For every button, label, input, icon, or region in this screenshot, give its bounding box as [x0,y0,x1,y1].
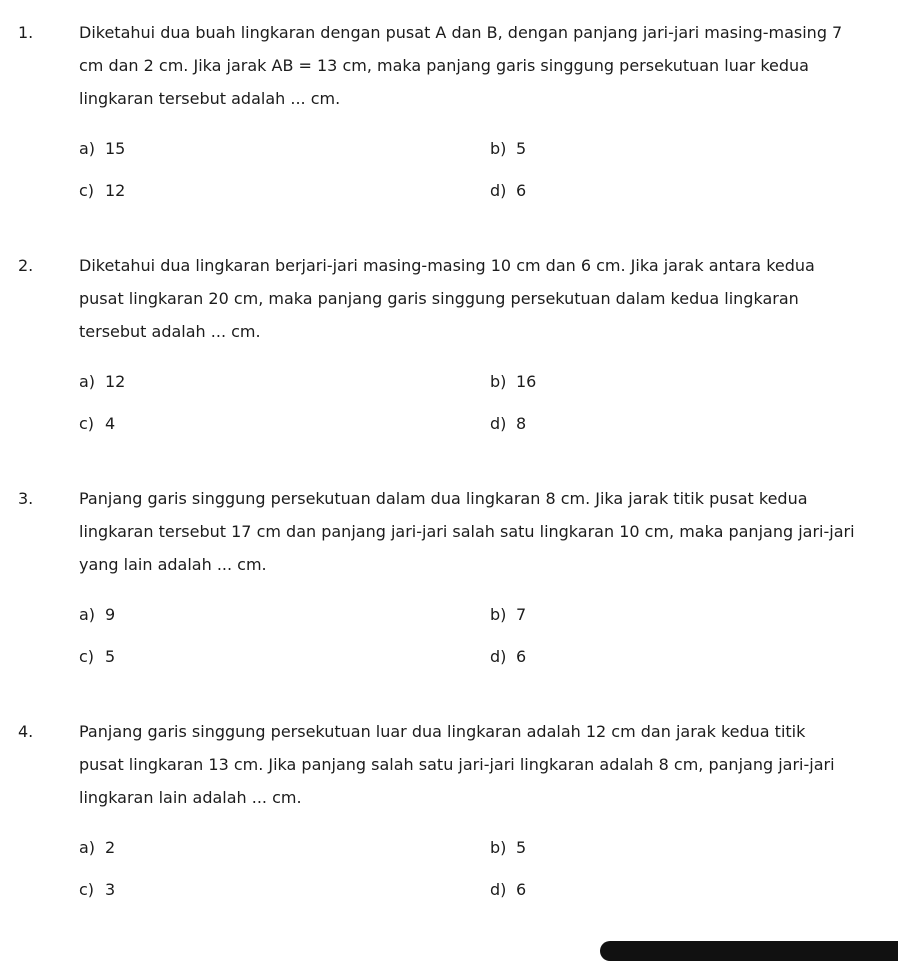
question-line: Panjang garis singgung persekutuan luar dua lingkaran adalah 12 cm dan jarak kedua titik [79,722,806,741]
option-letter: b) [490,372,507,391]
option-letter: c) [79,181,95,200]
option-letter: b) [490,139,507,158]
option-value: 2 [105,838,116,857]
option-d[interactable] [490,647,526,667]
bottom-bar [600,941,898,961]
question-line: lingkaran tersebut 17 cm dan panjang jari-jari salah satu lingkaran 10 cm, maka panjang jari-jari [79,522,855,541]
option-value: 9 [105,605,116,624]
option-c[interactable] [79,647,115,667]
option-letter: d) [490,880,507,899]
question-text [79,482,889,581]
option-value: 8 [516,414,527,433]
question-line: tersebut adalah ... cm. [79,322,261,341]
option-value: 16 [516,372,537,391]
question-line: yang lain adalah ... cm. [79,555,267,574]
option-letter: d) [490,647,507,666]
option-letter: c) [79,414,95,433]
question-text [79,249,889,348]
option-d[interactable] [490,181,526,201]
question-text [79,715,889,814]
option-value: 3 [105,880,116,899]
question-text [79,16,889,115]
option-value: 15 [105,139,126,158]
option-letter: c) [79,647,95,666]
option-d[interactable] [490,414,526,434]
option-c[interactable] [79,880,115,900]
option-value: 5 [516,139,527,158]
question-line: Diketahui dua buah lingkaran dengan pusat A dan B, dengan panjang jari-jari masing-masing 7 [79,23,843,42]
option-letter: a) [79,605,96,624]
option-b[interactable] [490,372,536,392]
question-line: cm dan 2 cm. Jika jarak AB = 13 cm, maka panjang garis singgung persekutuan luar kedua [79,56,809,75]
option-letter: b) [490,605,507,624]
option-c[interactable] [79,181,125,201]
option-d[interactable] [490,880,526,900]
option-value: 4 [105,414,116,433]
question-number: 1. [18,23,34,42]
option-a[interactable] [79,605,115,625]
option-letter: a) [79,372,96,391]
option-a[interactable] [79,139,125,159]
option-a[interactable] [79,838,115,858]
question-line: lingkaran tersebut adalah ... cm. [79,89,341,108]
option-value: 5 [516,838,527,857]
option-value: 6 [516,647,527,666]
option-b[interactable] [490,139,526,159]
option-value: 12 [105,181,126,200]
option-a[interactable] [79,372,125,392]
question-line: Panjang garis singgung persekutuan dalam dua lingkaran 8 cm. Jika jarak titik pusat kedua [79,489,808,508]
option-value: 7 [516,605,527,624]
option-value: 6 [516,880,527,899]
option-letter: b) [490,838,507,857]
option-letter: d) [490,181,507,200]
question-number: 3. [18,489,34,508]
option-value: 6 [516,181,527,200]
option-value: 12 [105,372,126,391]
question-number: 2. [18,256,34,275]
option-letter: a) [79,139,96,158]
question-line: Diketahui dua lingkaran berjari-jari masing-masing 10 cm dan 6 cm. Jika jarak antara kedua [79,256,815,275]
option-letter: d) [490,414,507,433]
question-line: pusat lingkaran 13 cm. Jika panjang salah satu jari-jari lingkaran adalah 8 cm, panjang jari-jari [79,755,835,774]
question-line: lingkaran lain adalah ... cm. [79,788,302,807]
option-b[interactable] [490,605,526,625]
option-value: 5 [105,647,116,666]
option-letter: a) [79,838,96,857]
question-number: 4. [18,722,34,741]
option-b[interactable] [490,838,526,858]
option-letter: c) [79,880,95,899]
option-c[interactable] [79,414,115,434]
question-line: pusat lingkaran 20 cm, maka panjang garis singgung persekutuan dalam kedua lingkaran [79,289,799,308]
